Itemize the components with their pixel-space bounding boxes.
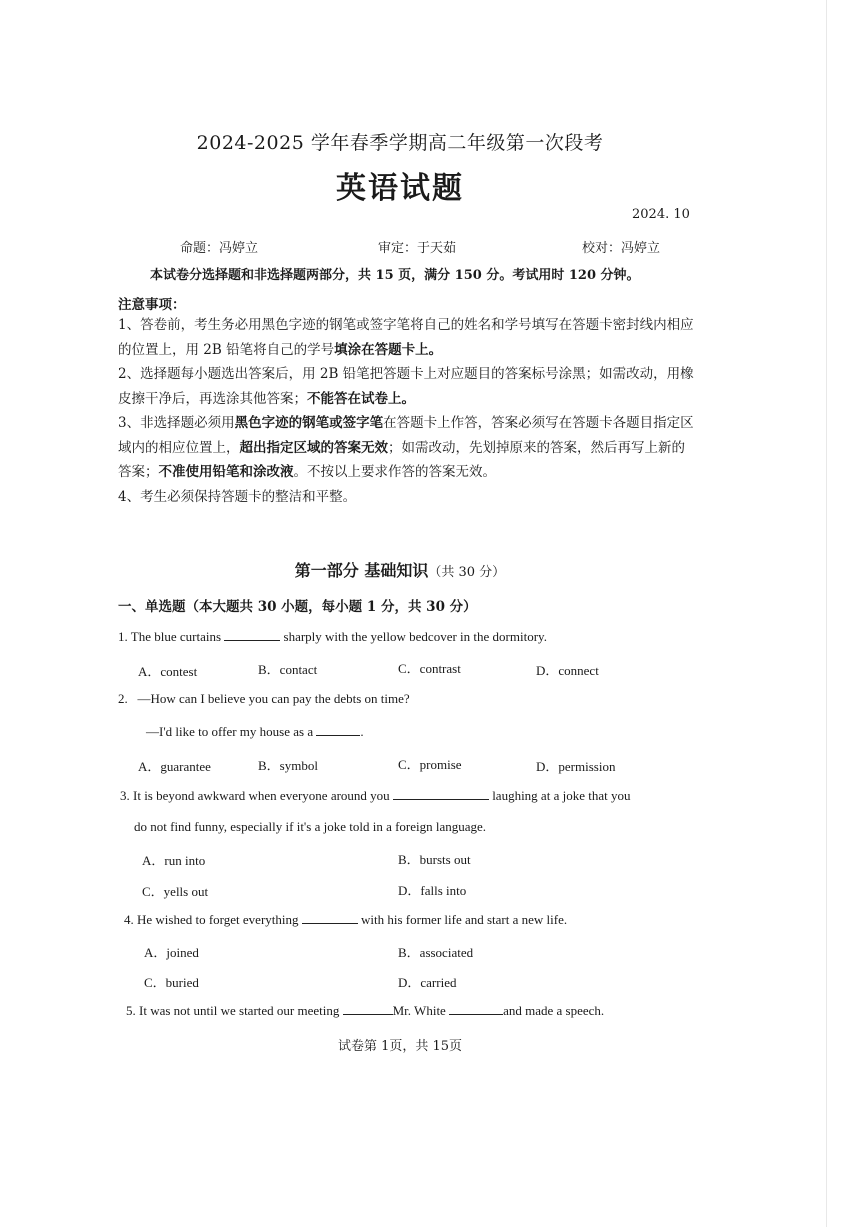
note-3: 3、非选择题必须用黑色字迹的钢笔或签字笔在答题卡上作答，答案必须写在答题卡各题目指定区域内的相应位置上，超出指定区域的答案无效；如需改动，先划掉原来的答案，然后再写上新的答案；不准使用铅笔和涂改液。不按以上要求作答的答案无效。 [118,415,694,480]
scan-edge [826,0,827,1227]
q1-option-a: A．contest [138,664,198,679]
q4-option-d: D．carried [398,975,457,990]
author: 命题：冯婷立 [180,241,259,256]
q1-option-b: B．contact [258,662,318,677]
answer-blank [449,1002,503,1015]
q3-option-d: D．falls into [398,883,467,898]
reviewer: 审定：于天茹 [378,241,457,256]
question-2-response: —I'd like to offer my house as a . [146,724,364,739]
question-3-continued: do not find funny, especially if it's a joke told in a foreign language. [134,819,487,834]
answer-blank [343,1002,393,1015]
answer-blank [224,628,280,641]
subject-title: 英语试题 [336,171,464,206]
q1-option-c: C．contrast [398,661,461,676]
q2-option-d: D．permission [536,759,616,774]
note-2: 2、选择题每小题选出答案后，用 2B 铅笔把答题卡上对应题目的答案标号涂黑；如需改动，用橡皮擦干净后，再选涂其他答案；不能答在试卷上。 [118,366,694,407]
note-1: 1、答卷前，考生务必用黑色字迹的钢笔或签字笔将自己的姓名和学号填写在答题卡密封线内相应的位置上，用 2B 铅笔将自己的学号填涂在答题卡上。 [118,317,694,358]
question-3: 3. It is beyond awkward when everyone around you laughing at a joke that you [120,788,631,803]
exam-date: 2024. 10 [632,207,690,222]
q4-option-b: B．associated [398,945,474,960]
notes-title: 注意事项： [118,297,186,313]
question-2: 2. —How can I believe you can pay the debts on time? [118,691,410,706]
q2-option-a: A．guarantee [138,759,211,774]
answer-blank [393,787,489,800]
question-4: 4. He wished to forget everything with his former life and start a new life. [124,912,568,927]
q2-option-c: C．promise [398,757,462,772]
section-heading: 一、单选题（本大题共 30 小题，每小题 1 分，共 30 分） [118,599,477,615]
answer-blank [302,911,358,924]
question-1: 1. The blue curtains sharply with the yellow bedcover in the dormitory. [118,629,547,644]
q3-option-b: B．bursts out [398,852,471,867]
proofreader: 校对：冯婷立 [582,241,661,256]
q2-option-b: B．symbol [258,758,318,773]
page-footer: 试卷第 1页，共 15页 [337,1039,463,1054]
exam-intro: 本试卷分选择题和非选择题两部分，共 15 页，满分 150 分。考试用时 120 分钟。 [150,268,640,283]
q4-option-c: C．buried [144,975,199,990]
exam-title: 2024-2025 学年春季学期高二年级第一次段考 [196,132,604,154]
answer-blank [316,723,360,736]
question-5: 5. It was not until we started our meeting Mr. White and made a speech. [126,1003,605,1018]
part-title: 第一部分 基础知识（共 30 分） [294,561,506,580]
q3-option-c: C．yells out [142,884,209,899]
note-4: 4、考生必须保持答题卡的整洁和平整。 [118,489,357,505]
q1-option-d: D．connect [536,663,599,678]
q3-option-a: A．run into [142,853,206,868]
q4-option-a: A．joined [144,945,199,960]
